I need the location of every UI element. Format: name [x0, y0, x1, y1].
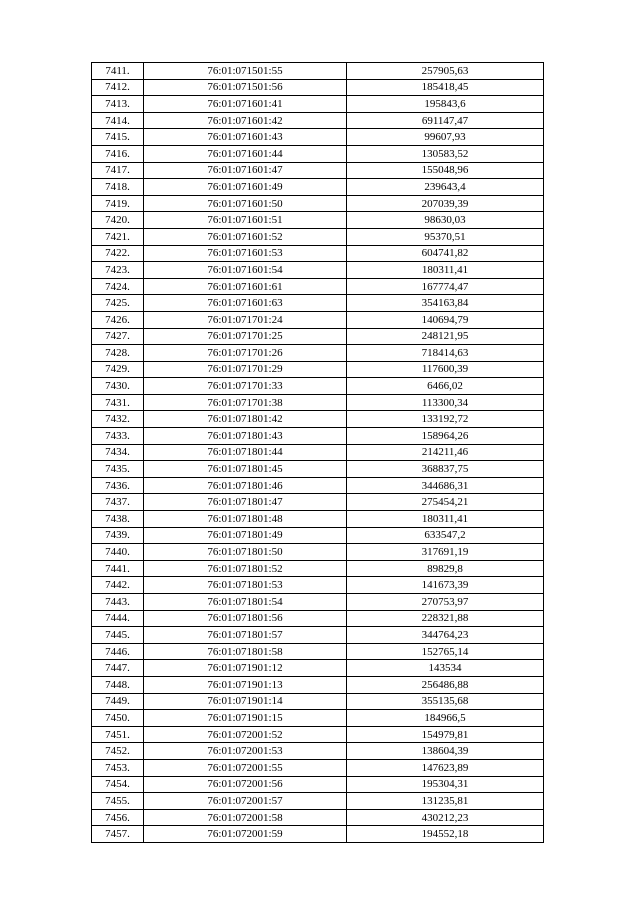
- cadastral-number-cell: 76:01:071801:45: [144, 461, 347, 478]
- cadastral-number-cell: 76:01:072001:55: [144, 759, 347, 776]
- cadastral-number-cell: 76:01:071801:57: [144, 627, 347, 644]
- table-row: [92, 129, 544, 146]
- row-number-cell: 7412.: [92, 79, 144, 96]
- cadastral-number-cell: 76:01:072001:57: [144, 793, 347, 810]
- table-row: [92, 378, 544, 395]
- value-cell: 355135,68: [347, 693, 544, 710]
- cadastral-number-cell: 76:01:071601:63: [144, 295, 347, 312]
- table-row: [92, 311, 544, 328]
- row-number-cell: 7452.: [92, 743, 144, 760]
- table-row: [92, 759, 544, 776]
- table-row: [92, 511, 544, 528]
- table-row: [92, 262, 544, 279]
- table-row: [92, 743, 544, 760]
- table-row: [92, 162, 544, 179]
- row-number-cell: 7445.: [92, 627, 144, 644]
- table-row: [92, 776, 544, 793]
- cadastral-number-cell: 76:01:072001:59: [144, 826, 347, 843]
- table-row: [92, 826, 544, 843]
- cadastral-number-cell: 76:01:072001:52: [144, 726, 347, 743]
- row-number-cell: 7440.: [92, 544, 144, 561]
- row-number-cell: 7444.: [92, 610, 144, 627]
- row-number-cell: 7450.: [92, 710, 144, 727]
- value-cell: 130583,52: [347, 145, 544, 162]
- cadastral-number-cell: 76:01:071601:43: [144, 129, 347, 146]
- value-cell: 133192,72: [347, 411, 544, 428]
- table-row: [92, 444, 544, 461]
- row-number-cell: 7415.: [92, 129, 144, 146]
- cadastral-number-cell: 76:01:071601:44: [144, 145, 347, 162]
- table-row: [92, 676, 544, 693]
- value-cell: 184966,5: [347, 710, 544, 727]
- row-number-cell: 7453.: [92, 759, 144, 776]
- row-number-cell: 7455.: [92, 793, 144, 810]
- row-number-cell: 7421.: [92, 228, 144, 245]
- table-row: [92, 212, 544, 229]
- row-number-cell: 7436.: [92, 477, 144, 494]
- row-number-cell: 7416.: [92, 145, 144, 162]
- value-cell: 354163,84: [347, 295, 544, 312]
- cadastral-number-cell: 76:01:071601:51: [144, 212, 347, 229]
- value-cell: 194552,18: [347, 826, 544, 843]
- row-number-cell: 7446.: [92, 643, 144, 660]
- value-cell: 317691,19: [347, 544, 544, 561]
- value-cell: 275454,21: [347, 494, 544, 511]
- row-number-cell: 7413.: [92, 96, 144, 113]
- row-number-cell: 7428.: [92, 345, 144, 362]
- value-cell: 195304,31: [347, 776, 544, 793]
- cadastral-number-cell: 76:01:071801:46: [144, 477, 347, 494]
- value-cell: 691147,47: [347, 112, 544, 129]
- value-cell: 95370,51: [347, 228, 544, 245]
- cadastral-number-cell: 76:01:071701:26: [144, 345, 347, 362]
- row-number-cell: 7414.: [92, 112, 144, 129]
- cadastral-number-cell: 76:01:071801:56: [144, 610, 347, 627]
- table-row: [92, 361, 544, 378]
- value-cell: 98630,03: [347, 212, 544, 229]
- table-row: [92, 411, 544, 428]
- row-number-cell: 7426.: [92, 311, 144, 328]
- table-row: [92, 594, 544, 611]
- table-row: [92, 63, 544, 80]
- value-cell: 257905,63: [347, 63, 544, 80]
- cadastral-number-cell: 76:01:071801:53: [144, 577, 347, 594]
- cadastral-number-cell: 76:01:071801:47: [144, 494, 347, 511]
- cadastral-number-cell: 76:01:071701:33: [144, 378, 347, 395]
- row-number-cell: 7427.: [92, 328, 144, 345]
- row-number-cell: 7437.: [92, 494, 144, 511]
- value-cell: 138604,39: [347, 743, 544, 760]
- row-number-cell: 7425.: [92, 295, 144, 312]
- table-row: [92, 96, 544, 113]
- table-row: [92, 793, 544, 810]
- cadastral-number-cell: 76:01:071701:25: [144, 328, 347, 345]
- value-cell: 248121,95: [347, 328, 544, 345]
- cadastral-number-cell: 76:01:071601:52: [144, 228, 347, 245]
- value-cell: 270753,97: [347, 594, 544, 611]
- value-cell: 180311,41: [347, 511, 544, 528]
- row-number-cell: 7457.: [92, 826, 144, 843]
- value-cell: 89829,8: [347, 560, 544, 577]
- row-number-cell: 7423.: [92, 262, 144, 279]
- table-row: [92, 726, 544, 743]
- value-cell: 195843,6: [347, 96, 544, 113]
- table-row: [92, 710, 544, 727]
- value-cell: 430212,23: [347, 809, 544, 826]
- value-cell: 718414,63: [347, 345, 544, 362]
- table-row: [92, 245, 544, 262]
- row-number-cell: 7438.: [92, 511, 144, 528]
- row-number-cell: 7442.: [92, 577, 144, 594]
- cadastral-number-cell: 76:01:071601:47: [144, 162, 347, 179]
- row-number-cell: 7411.: [92, 63, 144, 80]
- cadastral-number-cell: 76:01:071901:12: [144, 660, 347, 677]
- row-number-cell: 7432.: [92, 411, 144, 428]
- value-cell: 214211,46: [347, 444, 544, 461]
- cadastral-number-cell: 76:01:071901:14: [144, 693, 347, 710]
- cadastral-number-cell: 76:01:071501:55: [144, 63, 347, 80]
- value-cell: 155048,96: [347, 162, 544, 179]
- value-cell: 256486,88: [347, 676, 544, 693]
- value-cell: 152765,14: [347, 643, 544, 660]
- cadastral-number-cell: 76:01:071601:50: [144, 195, 347, 212]
- table-row: [92, 145, 544, 162]
- row-number-cell: 7454.: [92, 776, 144, 793]
- row-number-cell: 7424.: [92, 278, 144, 295]
- value-cell: 131235,81: [347, 793, 544, 810]
- row-number-cell: 7449.: [92, 693, 144, 710]
- row-number-cell: 7451.: [92, 726, 144, 743]
- table-row: [92, 809, 544, 826]
- row-number-cell: 7434.: [92, 444, 144, 461]
- value-cell: 154979,81: [347, 726, 544, 743]
- table-body: [92, 63, 544, 843]
- table-row: [92, 228, 544, 245]
- value-cell: 185418,45: [347, 79, 544, 96]
- table-row: [92, 428, 544, 445]
- table-row: [92, 494, 544, 511]
- cadastral-number-cell: 76:01:071601:61: [144, 278, 347, 295]
- table-row: [92, 643, 544, 660]
- row-number-cell: 7418.: [92, 179, 144, 196]
- row-number-cell: 7420.: [92, 212, 144, 229]
- cadastral-number-cell: 76:01:071501:56: [144, 79, 347, 96]
- cadastral-number-cell: 76:01:071601:41: [144, 96, 347, 113]
- table-row: [92, 328, 544, 345]
- row-number-cell: 7435.: [92, 461, 144, 478]
- table-row: [92, 660, 544, 677]
- cadastral-number-cell: 76:01:071801:44: [144, 444, 347, 461]
- table-row: [92, 610, 544, 627]
- table-row: [92, 544, 544, 561]
- table-row: [92, 179, 544, 196]
- cadastral-number-cell: 76:01:071801:43: [144, 428, 347, 445]
- row-number-cell: 7433.: [92, 428, 144, 445]
- cadastral-number-cell: 76:01:071901:13: [144, 676, 347, 693]
- cadastral-number-cell: 76:01:072001:53: [144, 743, 347, 760]
- value-cell: 147623,89: [347, 759, 544, 776]
- row-number-cell: 7431.: [92, 394, 144, 411]
- cadastral-number-cell: 76:01:071701:29: [144, 361, 347, 378]
- table-row: [92, 477, 544, 494]
- value-cell: 180311,41: [347, 262, 544, 279]
- cadastral-number-cell: 76:01:071601:53: [144, 245, 347, 262]
- value-cell: 368837,75: [347, 461, 544, 478]
- row-number-cell: 7430.: [92, 378, 144, 395]
- value-cell: 6466,02: [347, 378, 544, 395]
- cadastral-number-cell: 76:01:071601:42: [144, 112, 347, 129]
- table-row: [92, 693, 544, 710]
- table-row: [92, 295, 544, 312]
- row-number-cell: 7441.: [92, 560, 144, 577]
- cadastral-number-cell: 76:01:071801:50: [144, 544, 347, 561]
- table-row: [92, 345, 544, 362]
- document-page: [91, 62, 543, 843]
- cadastral-number-cell: 76:01:071601:54: [144, 262, 347, 279]
- cadastral-number-cell: 76:01:071801:58: [144, 643, 347, 660]
- row-number-cell: 7417.: [92, 162, 144, 179]
- value-cell: 99607,93: [347, 129, 544, 146]
- table-row: [92, 627, 544, 644]
- table-row: [92, 461, 544, 478]
- row-number-cell: 7419.: [92, 195, 144, 212]
- table-row: [92, 577, 544, 594]
- row-number-cell: 7422.: [92, 245, 144, 262]
- row-number-cell: 7439.: [92, 527, 144, 544]
- value-cell: 344686,31: [347, 477, 544, 494]
- row-number-cell: 7448.: [92, 676, 144, 693]
- value-cell: 117600,39: [347, 361, 544, 378]
- cadastral-number-cell: 76:01:072001:58: [144, 809, 347, 826]
- value-cell: 633547,2: [347, 527, 544, 544]
- value-cell: 113300,34: [347, 394, 544, 411]
- value-cell: 167774,47: [347, 278, 544, 295]
- cadastral-number-cell: 76:01:071701:38: [144, 394, 347, 411]
- value-cell: 140694,79: [347, 311, 544, 328]
- cadastral-number-cell: 76:01:071801:52: [144, 560, 347, 577]
- row-number-cell: 7443.: [92, 594, 144, 611]
- table-row: [92, 195, 544, 212]
- value-cell: 228321,88: [347, 610, 544, 627]
- value-cell: 604741,82: [347, 245, 544, 262]
- value-cell: 141673,39: [347, 577, 544, 594]
- table-row: [92, 79, 544, 96]
- table-row: [92, 560, 544, 577]
- row-number-cell: 7429.: [92, 361, 144, 378]
- value-cell: 143534: [347, 660, 544, 677]
- value-cell: 344764,23: [347, 627, 544, 644]
- cadastral-number-cell: 76:01:071901:15: [144, 710, 347, 727]
- cadastral-number-cell: 76:01:071601:49: [144, 179, 347, 196]
- table-row: [92, 527, 544, 544]
- table-row: [92, 394, 544, 411]
- row-number-cell: 7447.: [92, 660, 144, 677]
- cadastral-value-table: [91, 62, 544, 843]
- cadastral-number-cell: 76:01:072001:56: [144, 776, 347, 793]
- cadastral-number-cell: 76:01:071801:48: [144, 511, 347, 528]
- cadastral-number-cell: 76:01:071801:42: [144, 411, 347, 428]
- cadastral-number-cell: 76:01:071801:49: [144, 527, 347, 544]
- table-row: [92, 112, 544, 129]
- table-row: [92, 278, 544, 295]
- row-number-cell: 7456.: [92, 809, 144, 826]
- value-cell: 207039,39: [347, 195, 544, 212]
- cadastral-number-cell: 76:01:071701:24: [144, 311, 347, 328]
- value-cell: 158964,26: [347, 428, 544, 445]
- value-cell: 239643,4: [347, 179, 544, 196]
- cadastral-number-cell: 76:01:071801:54: [144, 594, 347, 611]
